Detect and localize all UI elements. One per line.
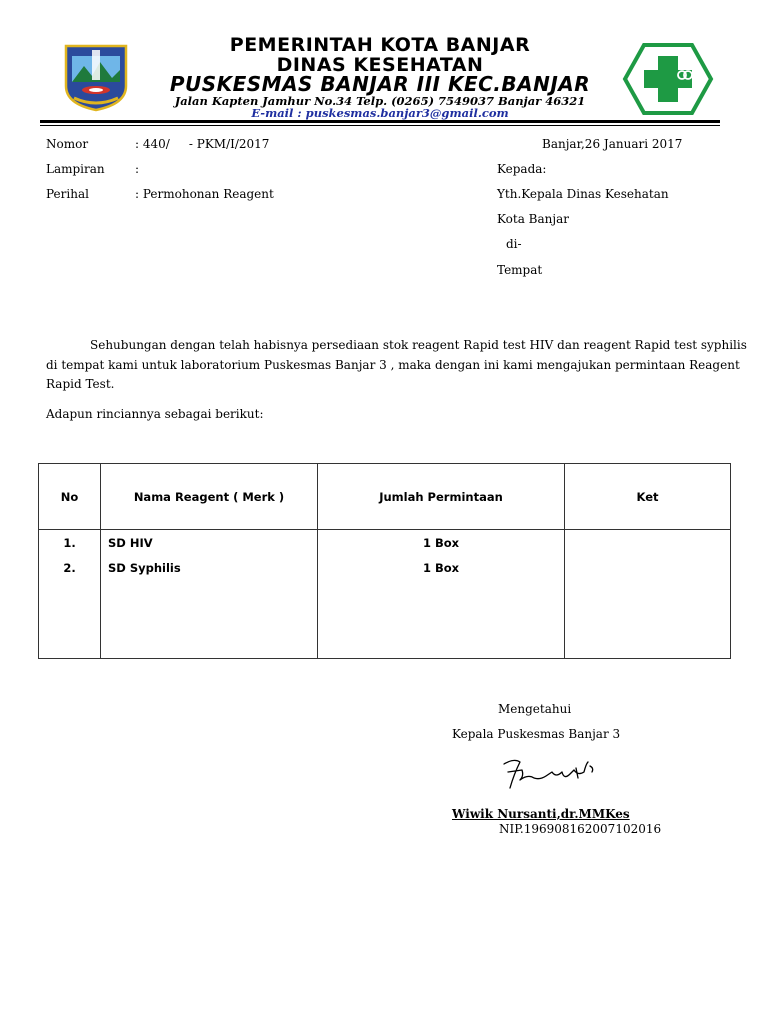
kepada-label: Kepada: (497, 162, 547, 176)
signatory-name: Wiwik Nursanti,dr.MMKes (452, 807, 630, 821)
nomor-label: Nomor (46, 137, 89, 151)
reagent-table (38, 463, 731, 659)
cell-qty (318, 530, 565, 659)
nomor-value: : 440/ - PKM/I/2017 (135, 137, 270, 151)
row-1-ket (566, 536, 729, 561)
city-seal-logo (62, 42, 130, 112)
lampiran-label: Lampiran (46, 162, 105, 176)
body-paragraph-line-1: Sehubungan dengan telah habisnya persediaan stok reagent Rapid test HIV dan reagent Rapid test syphilis (90, 338, 747, 352)
recipient-line-1: Yth.Kepala Dinas Kesehatan (497, 187, 669, 201)
perihal-value: : Permohonan Reagent (135, 187, 274, 201)
signatory-title: Kepala Puskesmas Banjar 3 (452, 727, 621, 741)
row-2-qty: 1 Box (422, 561, 460, 575)
recipient-line-4: Tempat (497, 263, 543, 277)
row-2-ket (566, 561, 729, 586)
lampiran-value: : (135, 162, 140, 176)
cell-ket (565, 530, 731, 659)
col-header-no: No (39, 464, 101, 530)
header-puskesmas: PUSKESMAS BANJAR III KEC.BANJAR (169, 72, 591, 96)
recipient-line-3: di- (506, 237, 522, 251)
col-header-qty: Jumlah Permintaan (318, 464, 565, 530)
mengetahui-label: Mengetahui (498, 702, 572, 716)
recipient-line-2: Kota Banjar (497, 212, 569, 226)
row-1-name: SD HIV (108, 536, 153, 550)
table-header-row (39, 464, 731, 530)
row-1-no: 1. (63, 536, 76, 550)
table-row (39, 530, 731, 659)
body-paragraph-line-2: di tempat kami untuk laboratorium Puskesmas Banjar 3 , maka dengan ini kami mengajukan permintaan Reagent (46, 358, 740, 372)
header-government: PEMERINTAH KOTA BANJAR (229, 34, 531, 56)
col-header-ket: Ket (565, 464, 731, 530)
body-paragraph-line-3: Rapid Test. (46, 377, 115, 391)
handwritten-signature (500, 752, 600, 792)
header-address: Jalan Kapten Jamhur No.34 Telp. (0265) 7549037 Banjar 46321 (174, 94, 586, 108)
header-rule-thin (40, 125, 720, 126)
col-header-name: Nama Reagent ( Merk ) (101, 464, 318, 530)
header-email: E-mail : puskesmas.banjar3@gmail.com (251, 106, 509, 120)
header-rule-thick (40, 120, 720, 123)
list-intro: Adapun rinciannya sebagai berikut: (46, 407, 264, 421)
row-1-qty: 1 Box (422, 536, 460, 550)
row-2-no: 2. (63, 561, 76, 575)
header-department: DINAS KESEHATAN (276, 54, 484, 76)
cell-name (101, 530, 318, 659)
perihal-label: Perihal (46, 187, 89, 201)
row-2-name: SD Syphilis (108, 561, 181, 575)
cell-no (39, 530, 101, 659)
signatory-nip: NIP.196908162007102016 (499, 822, 662, 836)
puskesmas-logo (622, 42, 714, 116)
letter-date: Banjar,26 Januari 2017 (542, 137, 683, 151)
